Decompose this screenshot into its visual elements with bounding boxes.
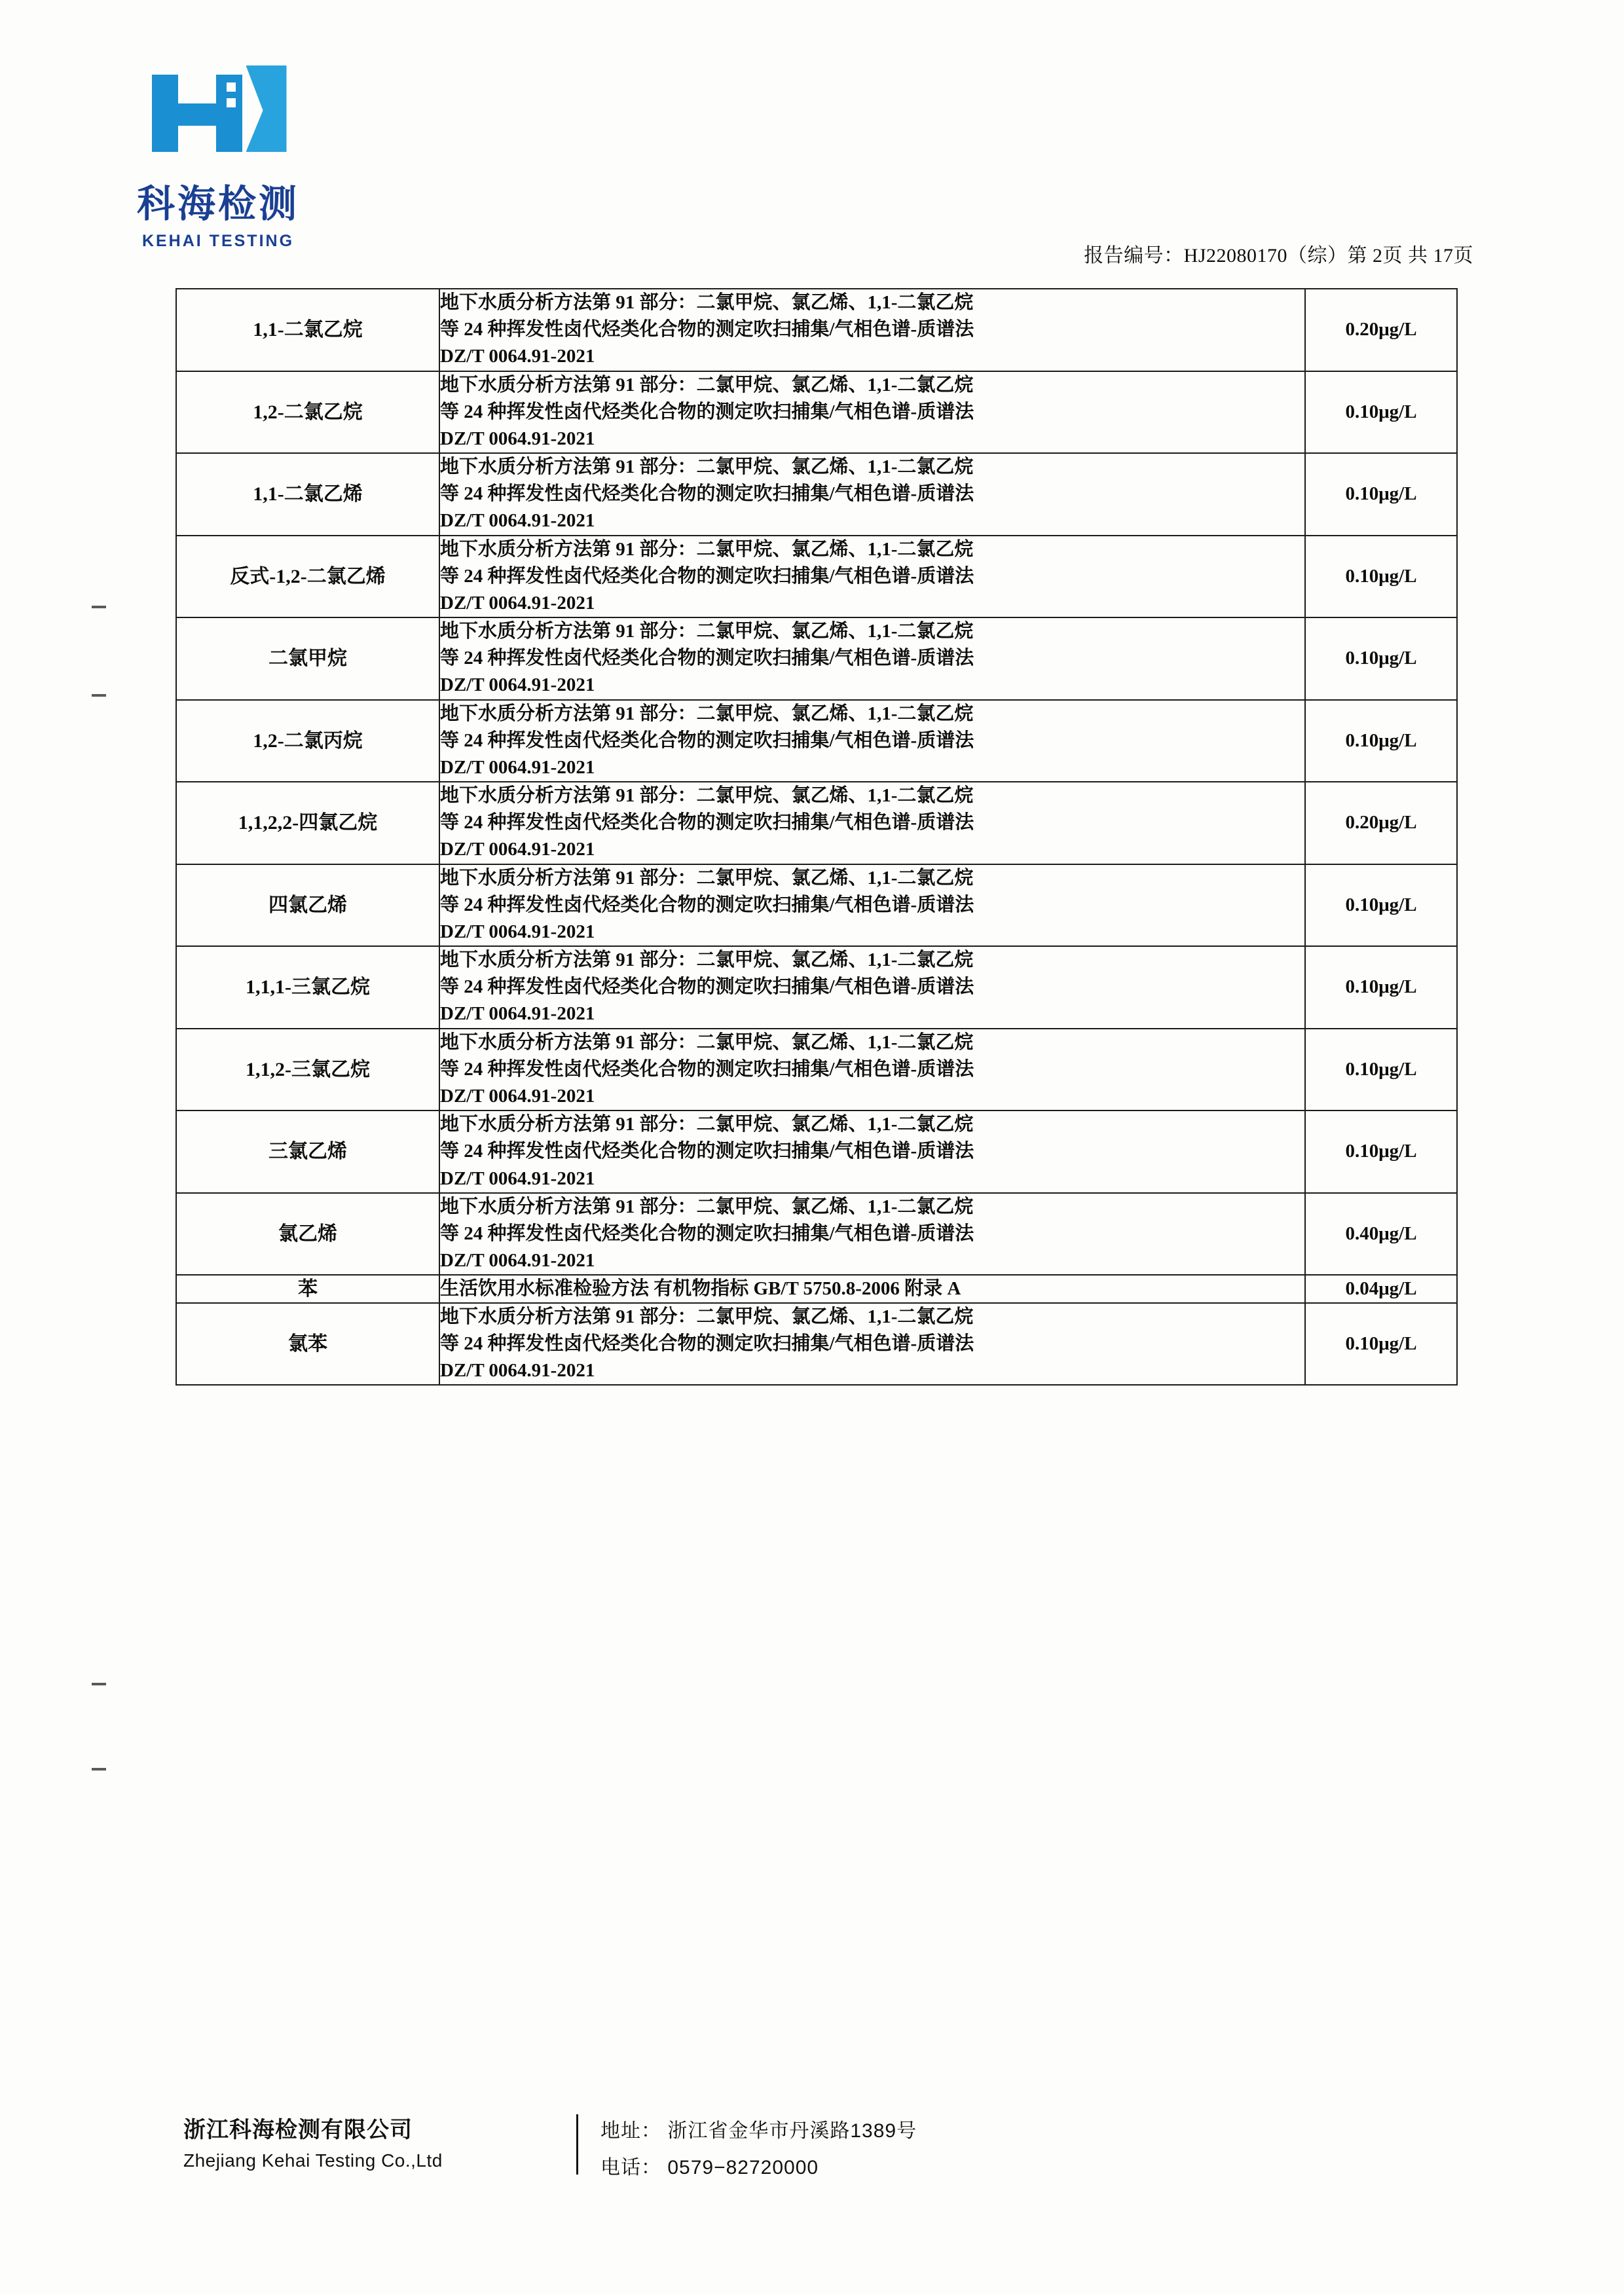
footer-address: 地址： 浙江省金华市丹溪路1389号	[600, 2120, 917, 2142]
parameter-name-cell: 二氯甲烷	[176, 617, 439, 700]
method-standard-code: DZ/T 0064.91-2021	[440, 1003, 595, 1025]
table-row	[176, 782, 1457, 864]
method-cell	[439, 864, 1305, 947]
method-standard-code: DZ/T 0064.91-2021	[440, 346, 595, 367]
method-standard-code: DZ/T 0064.91-2021	[440, 592, 595, 614]
method-text-line1: 地下水质分析方法第 91 部分：二氯甲烷、氯乙烯、1,1-二氯乙烷	[440, 785, 974, 807]
method-text-line2: 等 24 种挥发性卤代烃类化合物的测定吹扫捕集/气相色谱-质谱法	[440, 812, 974, 834]
parameter-name-cell: 1,2-二氯丙烷	[176, 700, 439, 782]
page-edge-mark	[92, 1768, 106, 1771]
method-standard-code: DZ/T 0064.91-2021	[440, 510, 595, 532]
method-text-line1: 地下水质分析方法第 91 部分：二氯甲烷、氯乙烯、1,1-二氯乙烷	[440, 621, 974, 642]
company-logo	[110, 59, 326, 251]
method-text-line2: 等 24 种挥发性卤代烃类化合物的测定吹扫捕集/气相色谱-质谱法	[440, 894, 974, 915]
page-footer	[183, 2112, 1428, 2188]
method-text-line1: 地下水质分析方法第 91 部分：二氯甲烷、氯乙烯、1,1-二氯乙烷	[440, 538, 974, 560]
report-number: 报告编号：HJ22080170（综）第 2页 共 17页	[1084, 245, 1473, 266]
method-text-line2: 等 24 种挥发性卤代烃类化合物的测定吹扫捕集/气相色谱-质谱法	[440, 729, 974, 751]
table-row	[176, 1303, 1457, 1386]
method-text-line1: 地下水质分析方法第 91 部分：二氯甲烷、氯乙烯、1,1-二氯乙烷	[440, 374, 974, 395]
method-cell	[439, 289, 1305, 371]
detection-limit-cell: 0.10μg/L	[1305, 1029, 1457, 1111]
method-cell	[439, 782, 1305, 864]
footer-divider	[576, 2114, 578, 2175]
detection-limit-cell: 0.10μg/L	[1305, 864, 1457, 947]
method-cell	[439, 453, 1305, 536]
method-standard-code: DZ/T 0064.91-2021	[440, 1360, 595, 1382]
method-cell	[439, 371, 1305, 454]
parameter-name-cell: 反式-1,2-二氯乙烯	[176, 536, 439, 618]
parameter-name-cell: 苯	[176, 1275, 439, 1303]
method-text-line2: 等 24 种挥发性卤代烃类化合物的测定吹扫捕集/气相色谱-质谱法	[440, 1058, 974, 1080]
table-row	[176, 1275, 1457, 1303]
page-edge-mark	[92, 1683, 106, 1685]
detection-limit-cell: 0.04μg/L	[1305, 1275, 1457, 1303]
method-text-line1: 地下水质分析方法第 91 部分：二氯甲烷、氯乙烯、1,1-二氯乙烷	[440, 867, 974, 889]
table-row	[176, 700, 1457, 782]
table-row	[176, 617, 1457, 700]
detection-limit-cell: 0.10μg/L	[1305, 617, 1457, 700]
table-row	[176, 864, 1457, 947]
method-cell	[439, 1193, 1305, 1276]
page-edge-mark	[92, 606, 106, 608]
method-text-line1: 地下水质分析方法第 91 部分：二氯甲烷、氯乙烯、1,1-二氯乙烷	[440, 292, 974, 313]
table-row	[176, 371, 1457, 454]
method-standard-code: DZ/T 0064.91-2021	[440, 674, 595, 696]
table-row	[176, 1111, 1457, 1193]
parameter-name-cell: 1,1-二氯乙烷	[176, 289, 439, 371]
table-row	[176, 453, 1457, 536]
method-text-line2: 等 24 种挥发性卤代烃类化合物的测定吹扫捕集/气相色谱-质谱法	[440, 401, 974, 422]
method-text-line2: 等 24 种挥发性卤代烃类化合物的测定吹扫捕集/气相色谱-质谱法	[440, 1222, 974, 1244]
method-standard-code: DZ/T 0064.91-2021	[440, 756, 595, 778]
method-text-line2: 等 24 种挥发性卤代烃类化合物的测定吹扫捕集/气相色谱-质谱法	[440, 648, 974, 669]
method-cell	[439, 536, 1305, 618]
footer-company-cn: 浙江科海检测有限公司	[183, 2118, 413, 2142]
method-standard-code: DZ/T 0064.91-2021	[440, 1085, 595, 1107]
detection-limit-cell: 0.10μg/L	[1305, 946, 1457, 1029]
parameter-name-cell: 1,1,2,2-四氯乙烷	[176, 782, 439, 864]
method-text: 生活饮用水标准检验方法 有机物指标 GB/T 5750.8-2006 附录 A	[440, 1278, 961, 1300]
parameter-name-cell: 氯苯	[176, 1303, 439, 1386]
page-edge-mark	[92, 694, 106, 697]
method-cell	[439, 617, 1305, 700]
kehai-logo-icon	[148, 59, 289, 170]
method-text-line1: 地下水质分析方法第 91 部分：二氯甲烷、氯乙烯、1,1-二氯乙烷	[440, 1196, 974, 1217]
parameter-name-cell: 1,2-二氯乙烷	[176, 371, 439, 454]
method-standard-code: DZ/T 0064.91-2021	[440, 1167, 595, 1189]
detection-limit-cell: 0.10μg/L	[1305, 700, 1457, 782]
method-cell	[439, 1029, 1305, 1111]
analysis-method-table	[175, 288, 1452, 1386]
method-text-line2: 等 24 种挥发性卤代烃类化合物的测定吹扫捕集/气相色谱-质谱法	[440, 319, 974, 340]
footer-phone: 电话： 0579−82720000	[600, 2157, 819, 2178]
parameter-name-cell: 1,1,2-三氯乙烷	[176, 1029, 439, 1111]
logo-name-en: KEHAI TESTING	[141, 232, 295, 250]
parameter-name-cell: 1,1,1-三氯乙烷	[176, 946, 439, 1029]
method-standard-code: DZ/T 0064.91-2021	[440, 1250, 595, 1272]
parameter-name-cell: 三氯乙烯	[176, 1111, 439, 1193]
method-text-line2: 等 24 种挥发性卤代烃类化合物的测定吹扫捕集/气相色谱-质谱法	[440, 976, 974, 998]
parameter-name-cell: 氯乙烯	[176, 1193, 439, 1276]
parameter-name-cell: 1,1-二氯乙烯	[176, 453, 439, 536]
method-text-line2: 等 24 种挥发性卤代烃类化合物的测定吹扫捕集/气相色谱-质谱法	[440, 1332, 974, 1354]
method-text-line1: 地下水质分析方法第 91 部分：二氯甲烷、氯乙烯、1,1-二氯乙烷	[440, 456, 974, 478]
detection-limit-cell: 0.20μg/L	[1305, 782, 1457, 864]
method-standard-code: DZ/T 0064.91-2021	[440, 839, 595, 860]
logo-name-cn: 科海检测	[136, 183, 299, 225]
detection-limit-cell: 0.10μg/L	[1305, 536, 1457, 618]
method-standard-code: DZ/T 0064.91-2021	[440, 921, 595, 942]
footer-company-en: Zhejiang Kehai Testing Co.,Ltd	[183, 2150, 443, 2171]
method-text-line2: 等 24 种挥发性卤代烃类化合物的测定吹扫捕集/气相色谱-质谱法	[440, 483, 974, 505]
method-text-line1: 地下水质分析方法第 91 部分：二氯甲烷、氯乙烯、1,1-二氯乙烷	[440, 949, 974, 971]
detection-limit-cell: 0.10μg/L	[1305, 1111, 1457, 1193]
detection-limit-cell: 0.10μg/L	[1305, 1303, 1457, 1386]
page-header	[0, 52, 1624, 268]
method-text-line1: 地下水质分析方法第 91 部分：二氯甲烷、氯乙烯、1,1-二氯乙烷	[440, 1031, 974, 1053]
method-text-line1: 地下水质分析方法第 91 部分：二氯甲烷、氯乙烯、1,1-二氯乙烷	[440, 703, 974, 724]
detection-limit-cell: 0.40μg/L	[1305, 1193, 1457, 1276]
parameter-name-cell: 四氯乙烯	[176, 864, 439, 947]
method-cell	[439, 946, 1305, 1029]
method-standard-code: DZ/T 0064.91-2021	[440, 428, 595, 449]
method-cell	[439, 700, 1305, 782]
table-row	[176, 946, 1457, 1029]
method-text-line1: 地下水质分析方法第 91 部分：二氯甲烷、氯乙烯、1,1-二氯乙烷	[440, 1114, 974, 1135]
method-text-line2: 等 24 种挥发性卤代烃类化合物的测定吹扫捕集/气相色谱-质谱法	[440, 1141, 974, 1162]
table-row	[176, 1193, 1457, 1276]
method-cell	[439, 1303, 1305, 1386]
table-row	[176, 536, 1457, 618]
table-row	[176, 289, 1457, 371]
detection-limit-cell: 0.10μg/L	[1305, 453, 1457, 536]
method-text-line2: 等 24 种挥发性卤代烃类化合物的测定吹扫捕集/气相色谱-质谱法	[440, 565, 974, 587]
method-cell	[439, 1111, 1305, 1193]
detection-limit-cell: 0.20μg/L	[1305, 289, 1457, 371]
detection-limit-cell: 0.10μg/L	[1305, 371, 1457, 454]
table-row	[176, 1029, 1457, 1111]
method-cell	[439, 1275, 1305, 1303]
method-text-line1: 地下水质分析方法第 91 部分：二氯甲烷、氯乙烯、1,1-二氯乙烷	[440, 1306, 974, 1327]
